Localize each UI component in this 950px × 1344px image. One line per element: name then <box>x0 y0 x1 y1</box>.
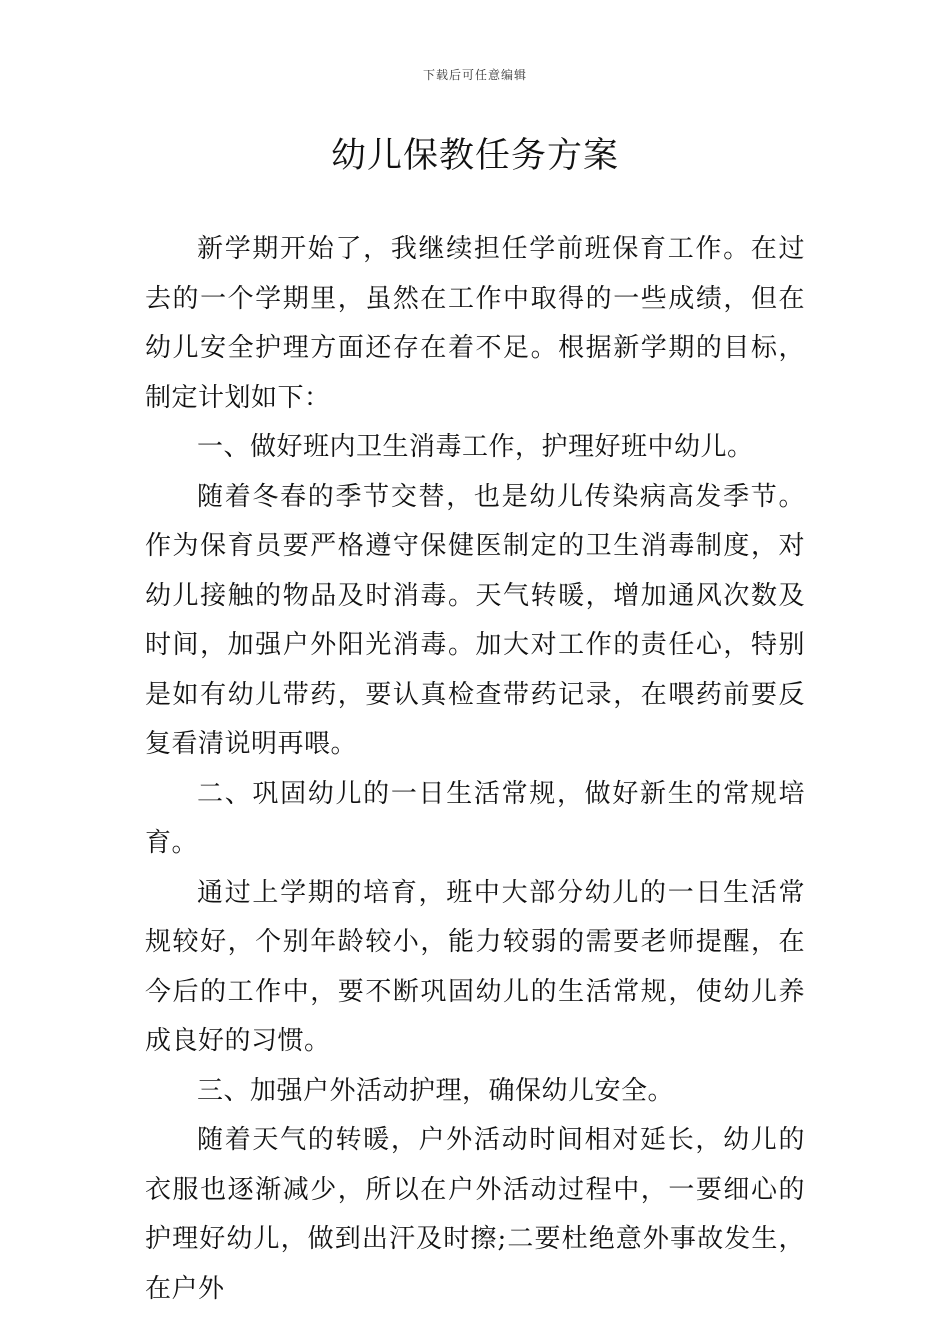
document-body <box>145 225 805 1314</box>
section-heading-hygiene: 一、做好班内卫生消毒工作，护理好班中幼儿。 <box>197 432 754 462</box>
section-heading-routine: 二、巩固幼儿的一日生活常规，做好新生的常规培育。 <box>145 778 805 858</box>
document-title: 幼儿保教任务方案 <box>330 136 619 176</box>
header-note: 下载后可任意编辑 <box>422 68 527 82</box>
paragraph-outdoor: 随着天气的转暖，户外活动时间相对延长，幼儿的衣服也逐渐减少，所以在户外活动过程中，一要细心的护理好幼儿，做到出汗及时擦;二要杜绝意外事故发生，在户外 <box>145 1125 805 1304</box>
paragraph-hygiene: 随着冬春的季节交替，也是幼儿传染病高发季节。作为保育员要严格遵守保健医制定的卫生消毒制度，对幼儿接触的物品及时消毒。天气转暖，增加通风次数及时间，加强户外阳光消毒。加大对工作的责任心，特别是如有幼儿带药，要认真检查带药记录，在喂药前要反复看清说明再喂。 <box>145 481 805 759</box>
section-heading-outdoor: 三、加强户外活动护理，确保幼儿安全。 <box>197 1075 675 1106</box>
paragraph-routine: 通过上学期的培育，班中大部分幼儿的一日生活常规较好，个别年龄较小，能力较弱的需要老师提醒，在今后的工作中，要不断巩固幼儿的生活常规，使幼儿养成良好的习惯。 <box>145 877 805 1056</box>
paragraph-intro: 新学期开始了，我继续担任学前班保育工作。在过去的一个学期里，虽然在工作中取得的一些成绩，但在幼儿安全护理方面还存在着不足。根据新学期的目标，制定计划如下： <box>145 234 805 413</box>
